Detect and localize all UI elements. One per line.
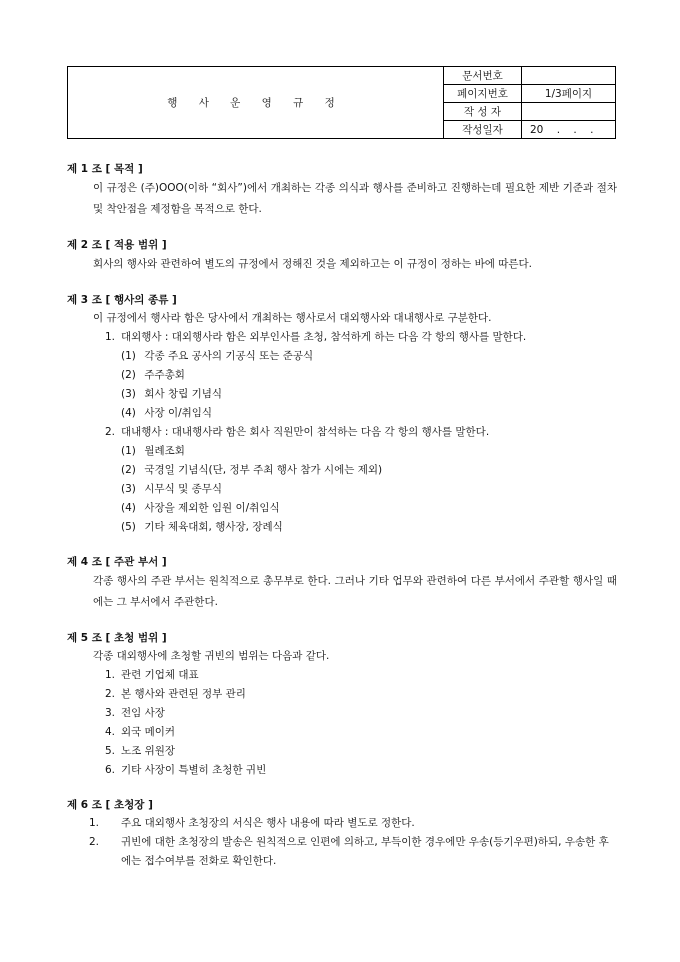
sub-item-number: (3) [121,388,136,400]
item-number: 6. [105,764,116,776]
article-heading: 제 3 조 [ 행사의 종류 ] [67,294,177,306]
item-number: 1. [105,331,116,343]
article-1 [67,160,617,220]
list-item [121,366,617,385]
item-number: 5. [105,745,116,757]
list-item [105,685,617,704]
page-number-value: 1/3페이지 [522,85,616,103]
author-label: 작 성 자 [444,103,522,121]
sub-item-number: (1) [121,445,136,457]
item-text: 기타 사장이 특별히 초청한 귀빈 [121,764,267,776]
sub-item-number: (2) [121,369,136,381]
doc-number-label: 문서번호 [444,67,522,85]
item-text: 전임 사장 [121,707,165,719]
list-item [89,833,617,871]
sub-item-number: (5) [121,521,136,533]
date-label: 작성일자 [444,121,522,139]
item-text: 관련 기업체 대표 [121,669,199,681]
article-3 [67,291,617,537]
list-item [121,518,617,537]
item-number: 4. [105,726,116,738]
article-paragraph: 각종 행사의 주관 부서는 원칙적으로 총무부로 한다. 그러나 기타 업무와 관련하여 다른 부서에서 주관할 행사일 때에는 그 부서에서 주관한다. [93,575,617,608]
sub-item-text: 주주총회 [144,369,185,381]
document-header-table [67,66,616,139]
article-paragraph: 이 규정에서 행사라 함은 당사에서 개최하는 행사로서 대외행사와 대내행사로 구분한다. [93,312,492,324]
item-text: 외국 메이커 [121,726,176,738]
sub-item-number: (3) [121,483,136,495]
sub-item-list [105,442,617,537]
sub-item-number: (4) [121,502,136,514]
list-item [105,666,617,685]
item-list [67,814,617,871]
list-item [121,404,617,423]
article-heading: 제 2 조 [ 적용 범위 ] [67,239,167,251]
list-item [105,723,617,742]
list-item [121,461,617,480]
sub-item-number: (1) [121,350,136,362]
item-number: 2. [105,426,116,438]
document-title: 행 사 운 영 규 정 [68,67,444,139]
list-item [105,704,617,723]
list-item [105,328,617,423]
page-number-label: 페이지번호 [444,85,522,103]
item-list [67,666,617,780]
list-item [121,442,617,461]
sub-item-text: 국경일 기념식(단, 정부 주최 행사 참가 시에는 제외) [144,464,383,476]
sub-item-number: (2) [121,464,136,476]
article-heading: 제 6 조 [ 초청장 ] [67,799,153,811]
item-number: 2. [105,688,116,700]
article-heading: 제 5 조 [ 초청 범위 ] [67,632,167,644]
author-value [522,103,616,121]
article-5 [67,629,617,780]
sub-item-text: 월례조회 [144,445,185,457]
item-list [67,328,617,537]
item-text: 본 행사와 관련된 정부 관리 [121,688,246,700]
item-text: 귀빈에 대한 초청장의 발송은 원칙적으로 인편에 의하고, 부득이한 경우에만 우송(등기우편)하되, 우송한 후에는 접수여부를 전화로 확인한다. [121,836,609,867]
list-item [105,761,617,780]
item-text: 대내행사 : 대내행사라 함은 회사 직원만이 참석하는 다음 각 항의 행사를 말한다. [121,426,490,438]
article-paragraph: 이 규정은 (주)OOO(이하 “회사”)에서 개최하는 각종 의식과 행사를 준비하고 진행하는데 필요한 제반 기준과 절차 및 착안점을 제정함을 목적으로 한다. [93,182,617,215]
list-item [121,385,617,404]
sub-item-text: 사장 이/취임식 [144,407,213,419]
item-number: 3. [105,707,116,719]
article-6 [67,796,617,871]
item-number: 1. [89,817,100,829]
list-item [89,814,617,833]
list-item [121,480,617,499]
sub-item-text: 각종 주요 공사의 기공식 또는 준공식 [144,350,314,362]
article-4 [67,553,617,613]
article-paragraph: 회사의 행사와 관련하여 별도의 규정에서 정해진 것을 제외하고는 이 규정이 정하는 바에 따른다. [93,258,532,270]
article-heading: 제 1 조 [ 목적 ] [67,163,143,175]
list-item [105,742,617,761]
sub-item-text: 사장을 제외한 임원 이/취임식 [144,502,280,514]
sub-item-text: 기타 체육대회, 행사장, 장례식 [144,521,283,533]
article-2 [67,236,617,275]
sub-item-text: 시무식 및 종무식 [144,483,223,495]
article-paragraph: 각종 대외행사에 초청할 귀빈의 범위는 다음과 같다. [93,650,330,662]
doc-number-value [522,67,616,85]
list-item [121,499,617,518]
item-number: 2. [89,836,100,848]
item-number: 1. [105,669,116,681]
document-body [67,160,617,887]
sub-item-text: 회사 창립 기념식 [144,388,223,400]
list-item [121,347,617,366]
item-text: 노조 위원장 [121,745,176,757]
item-text: 주요 대외행사 초청장의 서식은 행사 내용에 따라 별도로 정한다. [121,817,415,829]
sub-item-list [105,347,617,423]
item-text: 대외행사 : 대외행사라 함은 외부인사를 초청, 참석하게 하는 다음 각 항의 행사를 말한다. [121,331,527,343]
list-item [105,423,617,537]
date-value: 20 . . . [522,121,616,139]
article-heading: 제 4 조 [ 주관 부서 ] [67,556,167,568]
sub-item-number: (4) [121,407,136,419]
